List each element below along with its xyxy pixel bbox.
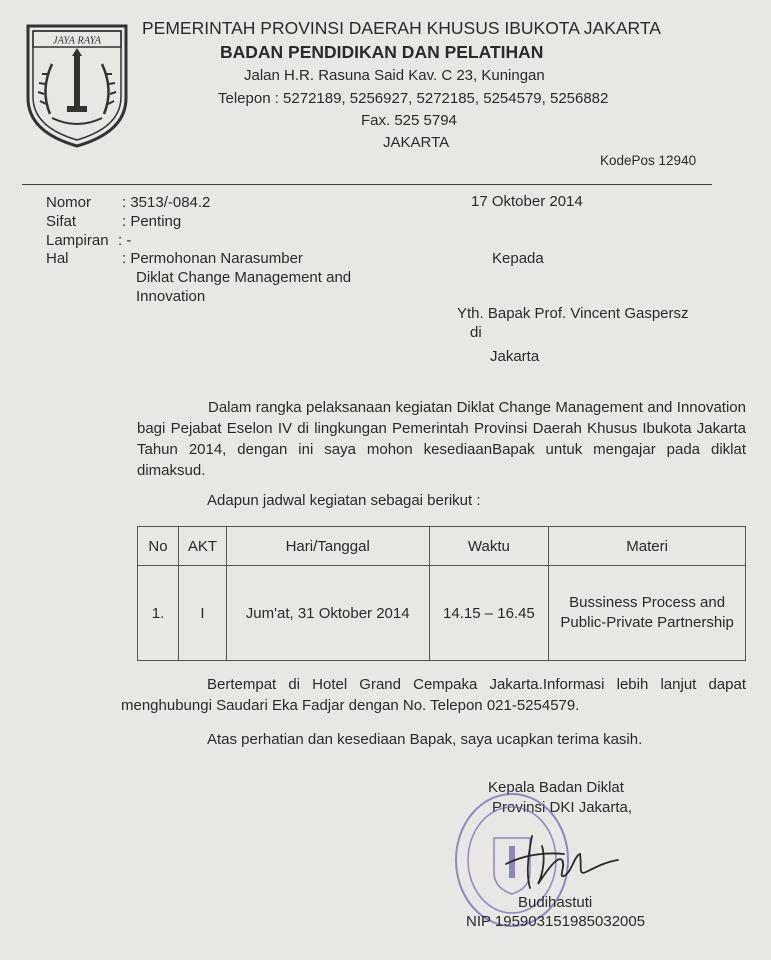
signer-title-line1: Kepala Badan Diklat	[488, 779, 624, 796]
recipient-di: di	[470, 324, 482, 341]
letterhead-city: JAKARTA	[383, 134, 450, 151]
letterhead-government-line: PEMERINTAH PROVINSI DAERAH KHUSUS IBUKOTA JAKARTA	[142, 18, 661, 38]
sifat-label: Sifat	[46, 213, 77, 230]
table-header-materi: Materi	[549, 527, 746, 566]
hal-value-line2: Diklat Change Management and	[136, 269, 352, 286]
cell-hari-tanggal: Jum'at, 31 Oktober 2014	[226, 566, 429, 661]
table-header-akt: AKT	[178, 527, 226, 566]
signer-name: Budihastuti	[518, 894, 593, 911]
table-header-waktu: Waktu	[429, 527, 549, 566]
cell-materi: Bussiness Process and Public-Private Partnership	[549, 566, 746, 661]
lampiran-label: Lampiran	[46, 232, 109, 249]
body-paragraph-3: Bertempat di Hotel Grand Cempaka Jakarta.Informasi lebih lanjut dapat menghubungi Saudari Eka Fadjar dengan No. Telepon 021-5254579.	[121, 676, 746, 714]
table-header-hari-tanggal: Hari/Tanggal	[226, 527, 429, 566]
lampiran-value: : -	[118, 232, 132, 249]
letterhead-postcode: KodePos 12940	[600, 153, 697, 168]
nomor-value: : 3513/-084.2	[122, 194, 211, 211]
signer-nip: NIP 195903151985032005	[466, 913, 646, 930]
letterhead-phone: Telepon : 5272189, 5256927, 5272185, 5254579, 5256882	[218, 90, 609, 107]
hal-value-line3: Innovation	[136, 288, 206, 305]
body-paragraph-1: Dalam rangka pelaksanaan kegiatan Diklat Change Management and Innovation bagi Pejabat Eselon IV di lingkungan Pemerintah Provinsi Daerah Khusus Ibukota Jakarta Tahun 2014, dengan ini saya mohon kesediaanBapak untuk mengajar pada diklat dimaksud.	[137, 399, 746, 479]
jakarta-coat-of-arms-logo	[22, 20, 132, 150]
letterhead-agency-line: BADAN PENDIDIKAN DAN PELATIHAN	[220, 42, 544, 62]
letter-date: 17 Oktober 2014	[471, 193, 583, 210]
hal-value-line1: : Permohonan Narasumber	[122, 250, 303, 267]
kepada-label: Kepada	[492, 250, 544, 267]
cell-akt: I	[178, 566, 226, 661]
hal-label: Hal	[46, 250, 69, 267]
handwritten-signature	[502, 826, 622, 896]
recipient-name: Yth. Bapak Prof. Vincent Gaspersz	[457, 305, 689, 322]
sifat-value: : Penting	[122, 213, 182, 230]
table-row	[138, 566, 746, 661]
nomor-label: Nomor	[46, 194, 92, 211]
letterhead-address: Jalan H.R. Rasuna Said Kav. C 23, Kuningan	[244, 67, 545, 84]
table-header-row	[138, 527, 746, 566]
body-paragraph-2: Adapun jadwal kegiatan sebagai berikut :	[207, 492, 481, 509]
letterhead-fax: Fax. 525 5794	[361, 112, 457, 129]
table-header-no: No	[138, 527, 179, 566]
signer-title-line2: Provinsi DKI Jakarta,	[492, 799, 633, 816]
schedule-table	[137, 526, 746, 661]
header-divider	[22, 184, 712, 185]
cell-no: 1.	[138, 566, 179, 661]
svg-text:JAYA RAYA: JAYA RAYA	[52, 35, 102, 47]
body-paragraph-4: Atas perhatian dan kesediaan Bapak, saya ucapkan terima kasih.	[207, 731, 643, 748]
recipient-city: Jakarta	[490, 348, 540, 365]
cell-waktu: 14.15 – 16.45	[429, 566, 549, 661]
